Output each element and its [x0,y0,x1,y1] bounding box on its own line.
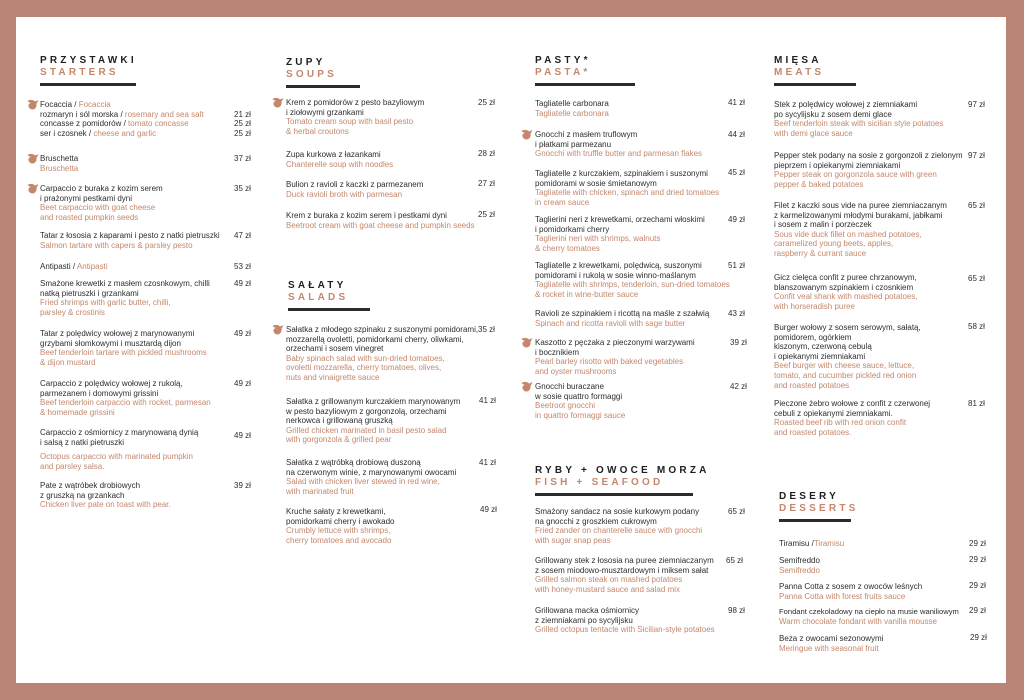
price: 81 zł [968,399,985,408]
item-name-pl: Carpaccio z polędwicy wołowej z rukolą, parmezanem i domowymi grissini [40,379,183,398]
price: 47 zł [234,231,251,240]
focaccia-name-pl: Focaccia [40,100,73,109]
item-name-en: Duck ravioli broth with parmesan [286,189,403,199]
salads-title-en: SALADS [288,292,349,303]
item-name-en: Tagliatelle with shrimps, tenderloin, sun-dried tomatoes & rocket in wine-butter sauce [535,280,730,299]
fish-divider [535,493,693,496]
price: 49 zł [234,379,251,388]
item-name-pl: Fondant czekoladowy na ciepło na musie waniliowym [779,607,959,616]
menu-item-octopus-carpaccio [40,428,230,471]
item-name-pl: Tatar z łososia z kaparami i pesto z natki pietruszki [40,231,220,240]
starters-title-pl: PRZYSTAWKI [40,55,137,66]
price: 41 zł [479,458,496,467]
soups-title-pl: ZUPY [286,57,326,68]
item-name-en: Fried shrimps with garlic butter, chilli, parsley & crostinis [40,298,171,317]
item-name-pl: Bulion z ravioli z kaczki z parmezanem [286,180,424,189]
item-name-en: Taglierini neri with shrimps, walnuts & cherry tomatoes [535,234,661,253]
price: 27 zł [478,179,495,188]
item-name-en: Baby spinach salad with sun-dried tomatoes, ovoletti mozzarella, cherry tomatoes, olives, nuts and vinaigrette sauce [286,353,445,382]
desserts-header [779,491,859,522]
price: 29 zł [970,633,987,642]
menu-item-octopus-tentacle [535,606,740,635]
menu-item-shrimp-tagliatelle [535,261,740,299]
item-name-en: Grilled chicken marinated in basil pesto salad with gorgonzola & grilled pear [286,425,447,445]
price: 29 zł [969,555,986,564]
tiramisu-name-en: Tiramisu [813,539,845,548]
starters-header [40,55,137,86]
item-name-en: Gnocchi with truffle butter and parmesan flakes [535,149,703,159]
item-name-en: Beef tenderloin carpaccio with rocket, parmesan & homemade grissini [40,398,211,417]
menu-item-liver-salad [286,458,481,496]
menu-item-bruschetta [40,154,230,173]
item-name-pl: Semifreddo [779,556,820,565]
item-name-pl: Kaszotto z pęczaka z pieczonymi warzywami i bocznikiem [535,338,695,357]
item-name-en: Beef burger with cheese sauce, lettuce, tomato, and cucumber pickled red onion and roasted potatoes [774,361,917,390]
item-name-en: Spinach and ricotta ravioli with sage butter [535,318,686,328]
item-name-en: Beetroot cream with goat cheese and pumpkin seeds [286,220,475,230]
focaccia-variant-en: rosemary and sea salt [124,109,204,119]
focaccia-variant-pl: rozmaryn i sól morska [40,109,119,119]
menu-item-tiramisu [779,539,969,549]
meats-header [774,55,856,86]
item-name-pl: Grillowany stek z łososia na puree ziemniaczanym z sosem miodowo-musztardowym i miksem sałat [535,556,714,575]
item-name-pl: Ravioli ze szpinakiem i ricottą na maśle z szałwią [535,309,710,318]
menu-item-chicken-salad [286,397,481,445]
item-name-pl: Pieczone żebro wołowe z confit z czerwonej cebuli z opiekanymi ziemniakami. [774,399,931,418]
item-name-en: Beef tenderloin steak with sicilian style potatoes with demi glace sauce [774,119,944,138]
item-name-pl: Stek z polędwicy wołowej z ziemniakami po sycylijsku z sosem demi glace [774,100,918,119]
item-name-pl: Carpaccio z buraka z kozim serem i prażonymi pestkami dyni [40,184,163,203]
menu-item-beef-rib [774,399,974,437]
item-name-en: Beetroot gnocchi in quattro formaggi sauce [535,401,626,420]
item-name-pl: Krem z buraka z kozim serem i pestkami dyni [286,211,447,220]
antipasti-name-en: Antipasti [76,262,108,271]
item-name-pl: Tagliatelle carbonara [535,99,609,108]
pasta-divider [535,83,635,86]
price: 25 zł [234,128,251,138]
item-name-pl: Panna Cotta z sosem z owoców leśnych [779,582,923,591]
price: 44 zł [728,130,745,139]
focaccia-variant-pl: ser i czosnek [40,128,87,138]
separator: / [72,100,79,109]
price: 21 zł [234,109,251,119]
price: 97 zł [968,100,985,109]
price: 25 zł [478,98,495,107]
tiramisu-name-pl: Tiramisu [779,539,810,548]
item-name-pl: Gicz cielęca confit z puree chrzanowym, blanszowanym szpinakiem i czosnkiem [774,273,917,292]
item-name-pl: Taglierini neri z krewetkami, orzechami włoskimi i pomidorkami cherry [535,215,705,234]
item-name-pl: Tatar z polędwicy wołowej z marynowanymi grzybami słomkowymi i musztardą dijon [40,329,195,348]
item-name-en: Octopus carpaccio with marinated pumpkin and parsley salsa. [40,452,193,471]
item-name-pl: Pepper stek podany na sosie z gorgonzoli z zielonym pieprzem i opiekanymi ziemniakami [774,151,963,170]
menu-item-ravioli [535,309,740,328]
price: 53 zł [234,262,251,271]
item-name-en: Sous vide duck fillet on mashed potatoes, caramelized young beets, apples, raspberry & currant sauce [774,229,922,258]
focaccia-variant-en: cheese and garlic [93,128,157,138]
item-name-en: Chicken liver pate on toast with pear. [40,500,171,510]
separator: / [70,262,77,271]
menu-item-spinach-salad [286,325,481,383]
focaccia-variant-en: tomato concasse [128,119,189,129]
starters-title-en: STARTERS [40,67,119,78]
item-name-en: Chanterelle soup with noodles [286,159,394,169]
price: 97 zł [968,151,985,160]
menu-item-beef-burger [774,323,974,390]
item-name-en: Panna Cotta with forest fruits sauce [779,591,906,601]
leaf-icon [272,324,284,335]
price: 25 zł [478,210,495,219]
item-name-pl: Tagliatelle z kurczakiem, szpinakiem i suszonymi pomidorami w sosie śmietanowym [535,169,708,188]
menu-item-semifreddo [779,556,964,575]
menu-item-antipasti [40,262,230,272]
price: 58 zł [968,322,985,331]
item-name-en: Meringue with seasonal fruit [779,643,879,653]
item-name-en: Warm chocolate fondant with vanilla mousse [779,616,937,626]
item-name-pl: Gnocchi z masłem truflowym i płatkami parmezanu [535,130,638,149]
item-name-en: Tomato cream soup with basil pesto & herbal croutons [286,117,414,136]
price: 28 zł [478,149,495,158]
pasta-title-en: PASTA* [535,67,591,78]
item-name-en: Bruschetta [40,163,79,173]
menu-item-chocolate-fondant [779,607,969,626]
menu-item-panna-cotta [779,582,964,601]
price: 35 zł [478,325,495,334]
price: 49 zł [234,431,251,440]
price: 35 zł [234,184,251,193]
price: 51 zł [728,261,745,270]
price: 37 zł [234,154,251,163]
menu-item-carbonara [535,99,735,118]
item-name-pl: Smażone krewetki z masłem czosnkowym, chilli natką pietruszki i grzankami [40,279,210,298]
item-name-en: Confit veal shank with mashed potatoes, with horseradish puree [774,292,918,311]
price: 98 zł [728,606,745,615]
menu-sheet [16,17,1006,683]
price: 65 zł [726,556,743,565]
leaf-icon [27,153,39,164]
menu-item-chicken-pate [40,481,230,510]
item-name-en: Fried zander on chanterelle sauce with gnocchi with sugar snap peas [535,526,703,545]
separator: / [118,109,125,119]
focaccia-variant-pl: concasse z pomidorów [40,119,122,129]
item-name-en: Crumbly lettuce with shrimps, cherry tomatoes and avocado [286,526,392,545]
menu-item-pepper-steak [774,151,979,189]
item-name-pl: Grillowana macka ośmiornicy z ziemniakami po sycylijsku [535,606,640,625]
menu-item-duck-broth [286,180,476,199]
menu-item-taglierini-neri [535,215,735,253]
desserts-divider [779,519,851,522]
menu-item-beef-tartare [40,329,230,367]
fish-header [535,465,710,496]
menu-item-tomato-soup [286,98,476,136]
item-name-en: Pepper steak on gorgonzola sauce with green pepper & baked potatoes [774,170,937,189]
menu-item-salmon-tartare [40,231,235,250]
meats-title-pl: MIĘSA [774,55,822,66]
item-name-pl: Carpaccio z ośmiornicy z marynowaną dynią i salsą z natki pietruszki [40,428,199,447]
menu-item-beef-steak [774,100,974,138]
item-name-pl: Sałatka z grillowanym kurczakiem marynowanym w pesto bazyliowym z gorgonzolą, orzechami nerkowca i grillowaną gruszką [286,397,461,426]
menu-item-beef-carpaccio [40,379,235,417]
salads-header [288,280,370,311]
menu-item-kaszotto [535,338,735,376]
separator: / [86,128,94,138]
menu-item-lettuce-shrimps [286,507,476,545]
price: 41 zł [728,98,745,107]
item-name-en: Salad with chicken liver stewed in red wine, with marinated fruit [286,477,440,496]
menu-item-truffle-gnocchi [535,130,735,159]
item-name-en: Salmon tartare with capers & parsley pesto [40,240,193,250]
price: 49 zł [728,215,745,224]
menu-item-chicken-tagliatelle [535,169,740,207]
item-name-pl: Sałatka z młodego szpinaku z suszonymi pomidorami, mozzarellą ovoletti, pomidorkami cherry, oliwkami, orzechami i sosem vinegret [286,325,479,354]
price: 49 zł [480,505,497,514]
item-name-pl: Filet z kaczki sous vide na puree ziemniaczanym z karmelizowanymi młodymi burakami, jabłkami i sosem z malin i porzeczek [774,201,947,230]
menu-item-beet-carpaccio [40,184,230,222]
price: 39 zł [234,481,251,490]
price: 25 zł [234,119,251,129]
salads-divider [288,308,370,311]
menu-item-duck-fillet [774,201,974,259]
item-name-pl: Kruche sałaty z krewetkami, pomidorkami cherry i awokado [286,507,395,526]
leaf-icon [521,129,533,140]
item-name-pl: Sałatka z wątróbką drobiową duszoną na czerwonym winie, z marynowanymi owocami [286,458,457,477]
item-name-pl: Beza z owocami sezonowymi [779,634,884,643]
item-name-en: Pearl barley risotto with baked vegetables and oyster mushrooms [535,357,684,376]
price: 65 zł [728,507,745,516]
price: 45 zł [728,168,745,177]
item-name-pl: Zupa kurkowa z łazankami [286,150,381,159]
separator: / [809,539,814,548]
meats-divider [774,83,856,86]
price: 43 zł [728,309,745,318]
item-name-en: Grilled salmon steak on mashed potatoes with honey-mustard sauce and salad mix [535,575,683,594]
pasta-title-pl: PASTY* [535,55,591,66]
price: 29 zł [969,581,986,590]
starters-divider [40,83,136,86]
price: 42 zł [730,382,747,391]
antipasti-name-pl: Antipasti [40,262,71,271]
meats-title-en: MEATS [774,67,825,78]
leaf-icon [521,337,533,348]
menu-item-beetroot-cream [286,211,481,230]
price: 41 zł [479,396,496,405]
item-name-en: Tagliatelle carbonara [535,108,609,118]
price: 49 zł [234,329,251,338]
menu-item-veal-shank [774,273,974,311]
menu-item-focaccia [40,100,240,138]
soups-title-en: SOUPS [286,69,338,80]
item-name-en: Semifreddo [779,565,820,575]
menu-item-beetroot-gnocchi [535,382,735,420]
menu-item-zander [535,507,735,545]
menu-item-chanterelle-soup [286,150,476,169]
item-name-en: Roasted beef rib with red onion confit and roasted potatoes. [774,418,907,437]
menu-item-meringue [779,634,964,653]
menu-item-salmon-steak [535,556,740,594]
item-name-pl: Burger wołowy z sosem serowym, sałatą, pomidorem, ogórkiem kiszonym, czerwoną cebulą i opiekanymi ziemniakami [774,323,921,361]
price: 65 zł [968,274,985,283]
price: 65 zł [968,201,985,210]
item-name-pl: Bruschetta [40,154,79,163]
pasta-header [535,55,635,86]
leaf-icon [27,99,39,110]
fish-title-pl: RYBY + OWOCE MORZA [535,465,710,476]
item-name-en: Tagliatelle with chicken, spinach and dried tomatoes in cream sauce [535,188,720,207]
fish-title-en: FISH + SEAFOOD [535,477,664,488]
soups-divider [286,85,360,88]
item-name-pl: Gnocchi buraczane w sosie quattro formaggi [535,382,623,401]
menu-item-fried-shrimps [40,279,230,317]
price: 29 zł [969,539,986,548]
item-name-pl: Smażony sandacz na sosie kurkowym podany na gnocchi z groszkiem cukrowym [535,507,700,526]
leaf-icon [27,183,39,194]
focaccia-name-en: Focaccia [78,100,111,109]
desserts-title-en: DESSERTS [779,503,859,514]
leaf-icon [521,381,533,392]
separator: / [121,119,129,129]
item-name-pl: Krem z pomidorów z pesto bazyliowym i ziołowymi grzankami [286,98,425,117]
price: 29 zł [969,606,986,615]
item-name-en: Grilled octopus tentacle with Sicilian-style potatoes [535,625,715,635]
item-name-en: Beef tenderloin tartare with pickled mushrooms & dijon mustard [40,348,207,367]
price: 39 zł [730,338,747,347]
salads-title-pl: SAŁATY [288,280,347,291]
item-name-en: Beet carpaccio with goat cheese and roasted pumpkin seeds [40,203,156,222]
desserts-title-pl: DESERY [779,491,839,502]
item-name-pl: Pate z wątróbek drobiowych z gruszką na grzankach [40,481,141,500]
soups-header [286,57,360,88]
item-name-pl: Tagliatelle z krewetkami, polędwicą, suszonymi pomidorami i rukolą w sosie winno-maślanym [535,261,702,280]
leaf-icon [272,97,284,108]
price: 49 zł [234,279,251,288]
